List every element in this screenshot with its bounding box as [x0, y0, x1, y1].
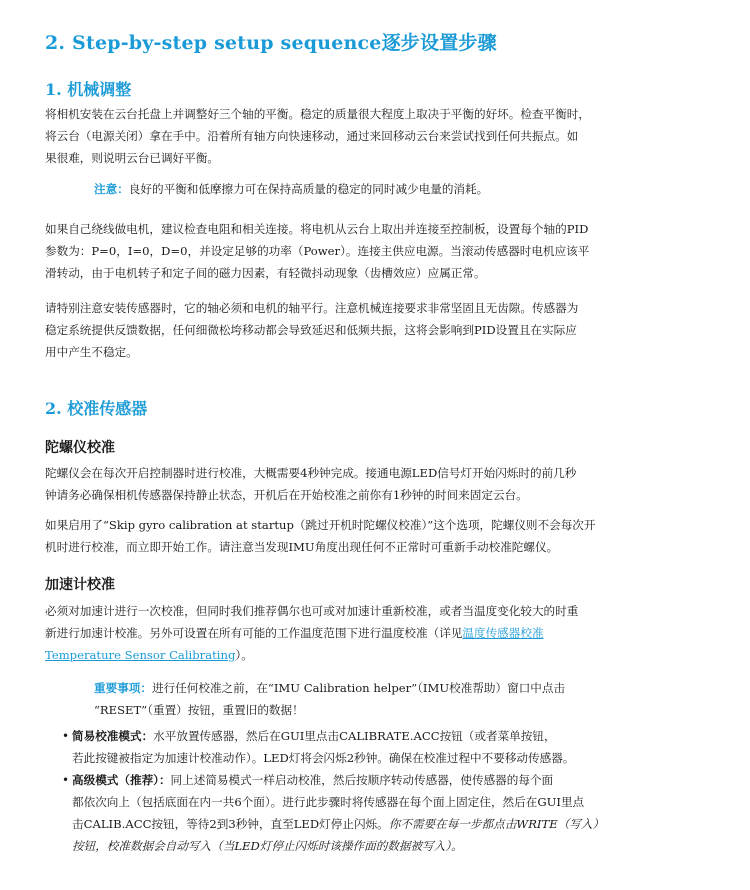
text-span-italic: 你不需要在每一步都点击WRITE（写入） — [388, 817, 605, 831]
text-line: 参数为：P=0，I=0，D=0，并设定足够的功率（Power）。连接主供应电源。当滚动传感器时电机应该平 — [45, 244, 590, 258]
paragraph-motor-check — [45, 218, 589, 284]
text-line — [72, 813, 604, 835]
note-text: 良好的平衡和低摩擦力可在保持高质量的稳定的同时减少电量的消耗。 — [128, 182, 489, 196]
text-line: 用中产生不稳定。 — [45, 345, 138, 359]
simple-mode-label: 简易校准模式： — [72, 729, 154, 743]
text-line: 果很难，则说明云台已调好平衡。 — [45, 151, 219, 165]
text-line: 若此按键被指定为加速计校准动作）。LED灯将会闪烁2秒钟。确保在校准过程中不要移动传感器。 — [72, 751, 575, 765]
paragraph-gyro-2 — [45, 514, 596, 558]
heading-gyro-calibration: 陀螺仪校准 — [45, 440, 115, 456]
paragraph-balance — [45, 103, 590, 169]
text-line: 钟请务必确保相机传感器保持静止状态，开机后在开始校准之前你有1秒钟的时间来固定云台。 — [45, 488, 528, 502]
text-line: “RESET”（重置）按钮，重置旧的数据！ — [94, 703, 304, 717]
paragraph-sensor-mount — [45, 297, 578, 363]
text-line: 都依次向上（包括底面在内一共6个面）。进行此步骤时将传感器在每个面上固定住，然后在GUI里点 — [72, 795, 585, 809]
bullet-marker: • — [62, 729, 70, 743]
text-span: 水平放置传感器，然后在GUI里点击CALIBRATE.ACC按钮（或者菜单按钮， — [153, 729, 556, 743]
text-line: 滑转动，由于电机转子和定子间的磁力因素，有轻微抖动现象（齿槽效应）应属正常。 — [45, 266, 486, 280]
heading-sensor-calibration: 2. 校准传感器 — [45, 399, 148, 418]
text-span: 击CALIB.ACC按钮，等待2到3秒钟，直至LED灯停止闪烁。 — [72, 817, 389, 831]
text-line: 机时进行校准，而立即开始工作。请注意当发现IMU角度出现任何不正常时可重新手动校准陀螺仪。 — [45, 540, 559, 554]
advanced-mode-label: 高级模式（推荐）： — [72, 773, 171, 787]
text-line: 必须对加速计进行一次校准，但同时我们推荐偶尔也可或对加速计重新校准，或者当温度变化较大的时重 — [45, 604, 579, 618]
text-line: 将云台（电源关闭）拿在手中。沿着所有轴方向快速移动，通过来回移动云台来尝试找到任何共振点。如 — [45, 129, 579, 143]
temperature-calibration-link-en[interactable]: Temperature Sensor Calibrating — [45, 648, 236, 662]
text-line — [94, 677, 565, 699]
text-line: 如果自己绕线做电机，建议检查电阻和相关连接。将电机从云台上取出并连接至控制板，设置每个轴的PID — [45, 222, 589, 236]
text-span: 新进行加速计校准。另外可设置在所有可能的工作温度范围下进行温度校准（详见 — [45, 626, 463, 640]
note-label: 注意： — [94, 182, 129, 196]
text-line: 按钮，校准数据会自动写入（当LED灯停止闪烁时该操作面的数据被写入）。 — [72, 839, 463, 853]
paragraph-gyro-1 — [45, 462, 576, 506]
bullet-marker: • — [62, 773, 70, 787]
text-span: 同上述简易模式一样启动校准，然后按顺序转动传感器，使传感器的每个面 — [170, 773, 554, 787]
list-item-simple-mode — [72, 725, 574, 769]
heading-mechanical-adjustment: 1. 机械调整 — [45, 80, 132, 99]
text-line — [45, 644, 578, 666]
text-span: 进行任何校准之前，在“IMU Calibration helper”（IMU校准帮助）窗口中点击 — [151, 681, 566, 695]
note-balance — [94, 178, 488, 200]
text-line — [45, 622, 578, 644]
text-line — [72, 769, 604, 791]
text-line: 稳定系统提供反馈数据，任何细微松垮移动都会导致延迟和低频共振，这将会影响到PID设置且在实际应 — [45, 323, 577, 337]
important-note — [94, 677, 565, 721]
text-line — [72, 725, 574, 747]
important-label: 重要事项： — [94, 681, 152, 695]
temperature-calibration-link[interactable]: 温度传感器校准 — [462, 626, 544, 640]
heading-accelerometer-calibration: 加速计校准 — [45, 577, 115, 593]
list-item-advanced-mode — [72, 769, 604, 857]
section-heading-setup: 2. Step-by-step setup sequence逐步设置步骤 — [45, 32, 497, 54]
text-span: ）。 — [235, 648, 253, 662]
text-line: 如果启用了“Skip gyro calibration at startup（跳过开机时陀螺仪校准）”这个选项，陀螺仪则不会每次开 — [45, 518, 596, 532]
paragraph-acc — [45, 600, 578, 666]
text-line: 陀螺仪会在每次开启控制器时进行校准，大概需要4秒钟完成。接通电源LED信号灯开始闪烁时的前几秒 — [45, 466, 577, 480]
text-line: 将相机安装在云台托盘上并调整好三个轴的平衡。稳定的质量很大程度上取决于平衡的好坏。检查平衡时， — [45, 107, 590, 121]
text-line: 请特别注意安装传感器时，它的轴必须和电机的轴平行。注意机械连接要求非常坚固且无齿隙。传感器为 — [45, 301, 579, 315]
